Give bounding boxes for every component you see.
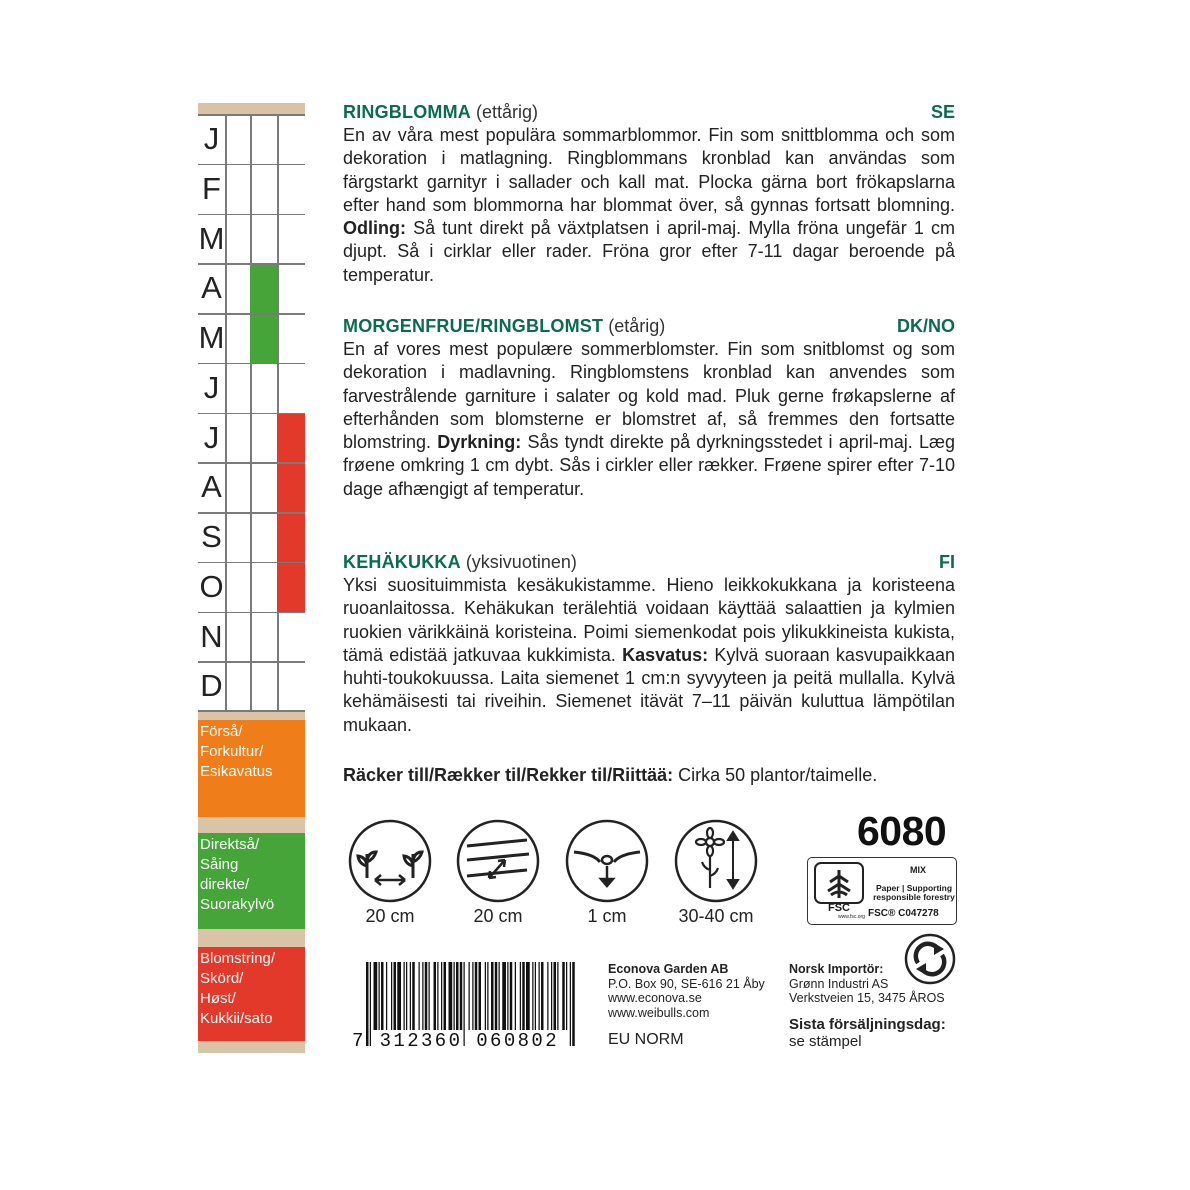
product-number: 6080 <box>857 808 947 854</box>
grid-line <box>198 710 305 712</box>
language-code: FI <box>939 552 955 572</box>
fsc-code: FSC® C047278 <box>868 908 939 919</box>
legend-sow-indoor <box>198 720 305 817</box>
importer-address: Verkstveien 15, 3475 ÅROS <box>789 991 945 1005</box>
fsc-line1: Paper | Supporting <box>875 883 953 893</box>
barcode-bar <box>551 962 552 1030</box>
description-bold: Kasvatus: <box>622 644 709 665</box>
section-subtitle: (ettårig) <box>470 102 539 122</box>
plant-height-icon <box>673 818 759 904</box>
legend-text: Esikavatus <box>200 763 273 780</box>
month-letter: M <box>198 220 225 256</box>
section-subtitle: (etårig) <box>603 316 666 336</box>
month-letter: F <box>202 170 221 206</box>
legend-text: Blomstring/ <box>200 950 276 967</box>
month-letter: J <box>203 419 220 455</box>
section-description <box>343 124 955 287</box>
fsc-site: www.fsc.org <box>838 914 865 920</box>
section-description <box>343 574 955 737</box>
barcode-bar <box>535 962 536 1030</box>
barcode-bar <box>374 962 378 1030</box>
description-text: Yksi suosituimmista kesäkukistamme. Hieno leikkokukkana ja koristeena ruoanlaitossa. Kehäkukan terälehtiä voidaan käyttää salaattien ja kylmien ruokien värikkäinä koristeina. Poimi siemenkodat pois ylikukkineista kukista, tämä edistää jatkuvaa kukkimista. <box>343 575 955 665</box>
expiry-value: se stämpel <box>789 1033 862 1050</box>
legend-text: direkte/ <box>200 876 250 893</box>
fsc-badge <box>807 857 957 925</box>
month-letter: J <box>203 369 220 405</box>
barcode-bar <box>412 962 415 1030</box>
barcode-bar <box>404 962 405 1030</box>
section-title: KEHÄKUKKA <box>343 552 461 572</box>
fsc-line2: responsible forestry <box>873 892 955 902</box>
company-site: www.weibulls.com <box>608 1005 710 1020</box>
barcode-bar <box>539 962 540 1030</box>
yield-value: Cirka 50 plantor/taimelle. <box>673 765 878 785</box>
barcode-bar <box>487 962 488 1030</box>
language-code: DK/NO <box>897 316 955 336</box>
month-letter: J <box>203 121 220 156</box>
month-letter: A <box>201 270 222 306</box>
month-calendar <box>198 114 305 711</box>
section-description <box>343 338 955 501</box>
month-letter: S <box>201 519 222 554</box>
barcode-bar <box>472 962 473 1030</box>
description-text: En av våra mest populära sommarblommor. Fin som snittblomma och som dekoration i matlagning. Ringblommans kronblad kan användas som färgstarkt garnityr i sallader och kall mat. Plocka gärna bort frökapslarna efter hand som blommorna har blommat över, så gynnas fortsatt blomning. <box>343 125 955 215</box>
barcode-bar <box>515 962 516 1030</box>
barcode-bar <box>381 962 384 1030</box>
barcode-bar <box>557 962 558 1030</box>
legend-text: Kukkii/sato <box>200 1010 273 1027</box>
importer-info <box>789 962 945 1006</box>
importer-name: Grønn Industri AS <box>789 976 889 991</box>
barcode-bar <box>456 962 459 1030</box>
sowing-calendar-strip <box>198 103 305 1053</box>
barcode-bar <box>419 962 420 1030</box>
barcode-bar <box>449 962 453 1030</box>
eu-norm: EU NORM <box>608 1031 684 1048</box>
fsc-logo-text: FSC <box>828 902 850 914</box>
barcode-bar <box>554 962 557 1030</box>
fsc-mix: MIX <box>910 865 927 875</box>
legend-flowering <box>198 947 305 1041</box>
barcode-bar <box>397 962 401 1030</box>
depth-label: 1 cm <box>587 906 627 926</box>
barcode-bar <box>444 962 447 1030</box>
section-title: MORGENFRUE/RINGBLOMST <box>343 316 604 336</box>
barcode-bar <box>437 962 438 1030</box>
barcode-bar <box>491 962 494 1030</box>
barcode-bar <box>499 962 500 1030</box>
barcode-bar <box>434 962 437 1030</box>
month-letter: N <box>200 618 223 654</box>
barcode-bar <box>394 962 397 1030</box>
month-letter: M <box>198 320 225 355</box>
barcode-bar <box>485 962 486 1030</box>
company-address: P.O. Box 90, SE-616 21 Åby <box>608 976 765 991</box>
month-letter: O <box>199 568 224 604</box>
barcode-bar <box>475 962 478 1030</box>
description-text: Så tunt direkt på växtplatsen i april-maj. Mylla fröna ungefär 1 cm djupt. Så i cirklar eller rader. Fröna gror efter 7-11 dagar beroende på temperatur. <box>343 218 955 285</box>
barcode-bar <box>422 962 423 1030</box>
barcode-bar <box>547 962 548 1030</box>
barcode-bar <box>429 962 430 1030</box>
barcode-bar <box>379 962 380 1030</box>
legend-text: Förså/ <box>200 723 243 740</box>
company-site: www.econova.se <box>608 991 702 1005</box>
plant-spacing-icon <box>347 818 433 904</box>
company-info <box>608 962 765 1020</box>
company-name: Econova Garden AB <box>608 962 729 976</box>
barcode-bar <box>391 962 392 1030</box>
section-se <box>343 101 955 287</box>
legend-text: Direktså/ <box>200 836 260 853</box>
expiry-info <box>789 1016 946 1050</box>
section-subtitle: (yksivuotinen) <box>460 552 577 572</box>
flowering-bar <box>277 413 305 463</box>
barcode-bar <box>441 962 442 1030</box>
description-text: Kylvä suoraan kasvupaikkaan huhti-toukokuussa. Laita siemenet 1 cm:n syvyyteen ja peitä mullalla. Kylvä kehämäisesti tai riveihin. Siemenet itävät 7–11 päivän kuluttua lämpötilan mukaan. <box>343 644 956 735</box>
barcode-bar <box>479 962 482 1030</box>
barcode-bar <box>541 962 544 1030</box>
month-letter: A <box>201 469 222 505</box>
description-bold: Dyrkning: <box>437 432 522 453</box>
description-bold: Odling: <box>343 218 406 239</box>
barcode-bar <box>460 962 463 1030</box>
sowing-depth-icon <box>564 818 650 904</box>
barcode-bar <box>386 962 387 1030</box>
spacing-label: 20 cm <box>365 906 415 926</box>
barcode-bar <box>410 962 411 1030</box>
legend-text: Såing <box>200 856 239 873</box>
barcode-bar <box>532 962 533 1030</box>
legend-text: Skörd/ <box>200 970 244 987</box>
barcode-bar <box>507 962 508 1030</box>
barcode-bar <box>566 962 567 1030</box>
legend-text: Suorakylvö <box>200 896 275 913</box>
direct-sow-bar <box>250 263 277 313</box>
barcode-bar <box>454 962 455 1030</box>
flowering-bar <box>277 462 305 512</box>
section-heading <box>343 101 955 124</box>
legend-direct-sow <box>198 833 305 929</box>
direct-sow-bar <box>250 313 277 363</box>
legend-text: Høst/ <box>200 990 236 1007</box>
importer-title: Norsk Importör: <box>789 962 884 976</box>
row-spacing-icon <box>455 818 541 904</box>
flowering-bar <box>277 562 305 612</box>
barcode-bar <box>425 962 428 1030</box>
flowering-bar <box>277 512 305 562</box>
section-heading <box>343 551 955 574</box>
section-title: RINGBLOMMA <box>343 102 471 122</box>
barcode-bar <box>495 962 498 1030</box>
section-dk-no <box>343 315 955 501</box>
barcode-bar <box>522 962 525 1030</box>
barcode-bar <box>406 962 407 1030</box>
barcode-bar <box>562 962 565 1030</box>
description-text: Sås tyndt direkte på dyrkningsstedet i april-maj. Læg frøene omkring 1 cm dybt. Sås i cirkler eller rækker. Frøene spirer efter 7-10 dage afhængigt af temperatur. <box>343 432 955 499</box>
yield-line <box>343 764 877 786</box>
barcode-bar <box>520 962 521 1030</box>
section-fi <box>343 551 955 737</box>
legend-text: Forkultur/ <box>200 743 264 760</box>
barcode-bar <box>502 962 506 1030</box>
barcode-bar <box>510 962 513 1030</box>
month-letter: D <box>200 668 223 704</box>
description-text: En af vores mest populære sommerblomster. Fin som snitblomst og som dekoration i madlavning. Ringblomstens kronblad kan anvendes som farvestrålende garniture i salater og kold mad. Pluk gerne frøkapslerne af efterhånden som blomsterne er blomstret af, så fremmes den fortsatte blomstring. <box>343 339 955 453</box>
section-heading <box>343 315 955 338</box>
barcode-bar <box>469 962 470 1030</box>
language-code: SE <box>930 102 955 122</box>
kraft-header <box>198 103 305 114</box>
yield-label: Räcker till/Rækker til/Rekker til/Riittää: <box>343 765 674 785</box>
barcode-bar <box>526 962 530 1030</box>
expiry-label: Sista försäljningsdag: <box>789 1016 946 1033</box>
row-spacing-label: 20 cm <box>473 906 523 926</box>
height-label: 30-40 cm <box>678 906 754 926</box>
barcode-number: 7 312360 060802 <box>352 1030 560 1052</box>
